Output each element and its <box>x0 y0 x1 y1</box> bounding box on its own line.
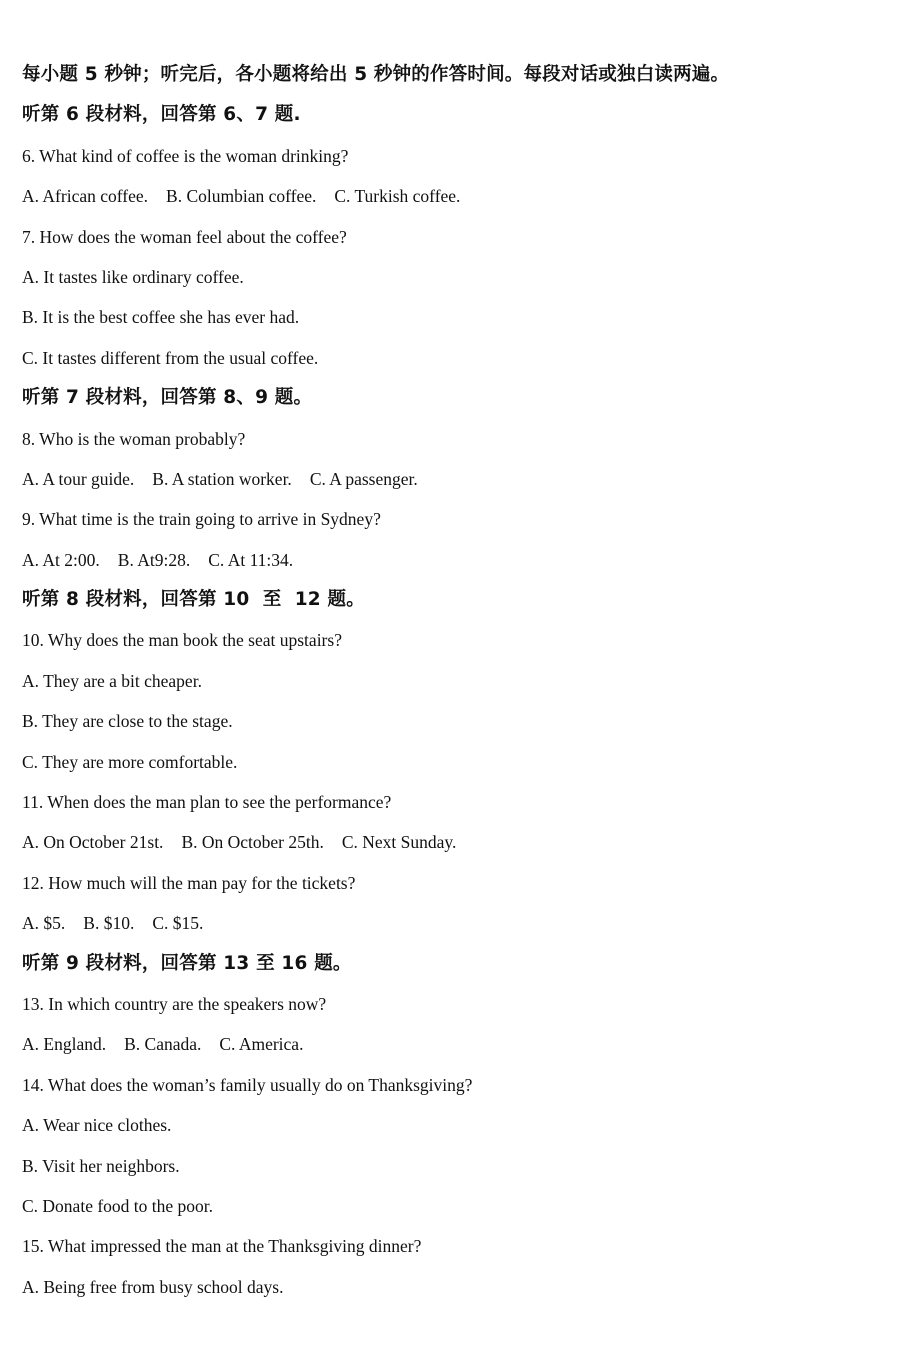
section-heading: 听第 7 段材料，回答第 8、9 题。 <box>22 387 313 409</box>
option-text: B. $10. <box>83 913 135 934</box>
option-text: A. England. <box>22 1034 107 1055</box>
option-text: C. A passenger. <box>309 468 418 489</box>
section-heading: 听第 8 段材料，回答第 10 至 12 题。 <box>22 589 365 611</box>
option-text: B. They are close to the stage. <box>22 711 233 732</box>
options-row <box>22 1024 890 1064</box>
option-text: C. $15. <box>152 913 204 934</box>
question-text: 10. Why does the man book the seat upstairs? <box>22 630 342 651</box>
option-text: A. On October 21st. <box>22 832 164 853</box>
option-text: C. At 11:34. <box>208 549 294 570</box>
option-text: C. Next Sunday. <box>341 832 457 853</box>
question-text: 13. In which country are the speakers now? <box>22 993 327 1014</box>
instruction-text: 每小题 5 秒钟；听完后，各小题将给出 5 秒钟的作答时间。每段对话或独白读两遍。 <box>22 64 730 85</box>
option-text: A. $5. <box>22 913 66 934</box>
document-page <box>22 55 890 1307</box>
question-text: 12. How much will the man pay for the tickets? <box>22 872 356 893</box>
options-row <box>22 176 890 216</box>
section-heading: 听第 6 段材料，回答第 6、7 题. <box>22 104 301 126</box>
option-text: B. A station worker. <box>152 468 292 489</box>
question-text: 11. When does the man plan to see the performance? <box>22 792 392 813</box>
options-row <box>22 822 890 862</box>
option-text: A. Wear nice clothes. <box>22 1115 172 1136</box>
option-text: A. Being free from busy school days. <box>22 1276 284 1297</box>
option-text: C. They are more comfortable. <box>22 751 238 772</box>
question-text: 6. What kind of coffee is the woman drinking? <box>22 145 349 166</box>
question-text: 9. What time is the train going to arrive in Sydney? <box>22 509 381 530</box>
option-text: B. Columbian coffee. <box>166 186 317 207</box>
option-text: A. A tour guide. <box>22 468 135 489</box>
option-text: B. On October 25th. <box>181 832 324 853</box>
question-text: 14. What does the woman’s family usually do on Thanksgiving? <box>22 1074 473 1095</box>
option-text: B. Canada. <box>124 1034 202 1055</box>
option-text: A. African coffee. <box>22 186 149 207</box>
section-heading: 听第 9 段材料，回答第 13 至 16 题。 <box>22 952 352 974</box>
option-text: B. It is the best coffee she has ever had. <box>22 307 300 328</box>
option-text: C. It tastes different from the usual coffee. <box>22 347 319 368</box>
option-text: A. They are a bit cheaper. <box>22 670 202 691</box>
options-row <box>22 540 890 580</box>
option-text: C. America. <box>219 1034 304 1055</box>
question-text: 7. How does the woman feel about the coffee? <box>22 226 347 247</box>
question-text: 8. Who is the woman probably? <box>22 428 246 449</box>
option-text: C. Turkish coffee. <box>334 186 461 207</box>
option-text: A. At 2:00. <box>22 549 100 570</box>
options-row <box>22 459 890 499</box>
option-text: C. Donate food to the poor. <box>22 1195 214 1216</box>
options-row <box>22 903 890 943</box>
option-text: A. It tastes like ordinary coffee. <box>22 266 244 287</box>
option-text: B. Visit her neighbors. <box>22 1155 180 1176</box>
option-text: B. At9:28. <box>117 549 191 570</box>
question-text: 15. What impressed the man at the Thanksgiving dinner? <box>22 1236 422 1257</box>
